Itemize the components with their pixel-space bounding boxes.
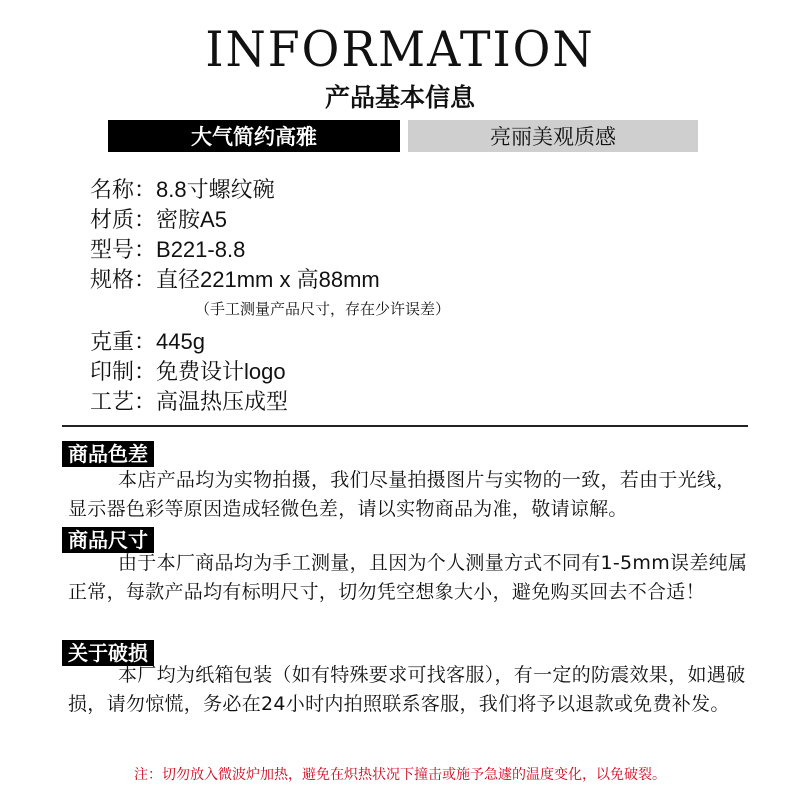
spec-label: 型号：	[90, 237, 157, 262]
spec-row-print	[90, 357, 288, 387]
title-en: INFORMATION	[205, 20, 595, 78]
tag-light: 亮丽美观质感	[408, 120, 698, 152]
spec-row-size	[90, 265, 380, 295]
spec-row-name	[90, 175, 380, 205]
section-heading-color: 商品色差	[62, 441, 154, 467]
spec-value: 免费设计logo	[156, 359, 286, 384]
section-text-color: 本店产品均为实物拍摄，我们尽量拍摄图片与实物的一致，若由于光线，显示器色彩等原因造成轻微色差，请以实物商品为准，敬请谅解。	[68, 469, 736, 520]
spec-value: 密胺A5	[156, 207, 227, 232]
spec-value: 445g	[156, 329, 205, 354]
spec-label: 克重：	[90, 329, 157, 354]
spec-row-material	[90, 205, 380, 235]
spec-list	[90, 175, 380, 295]
divider	[62, 425, 748, 427]
tag-dark: 大气简约高雅	[108, 120, 400, 152]
footer-note: 注：切勿放入微波炉加热，避免在炽热状况下撞击或施予急遽的温度变化，以免破裂。	[134, 767, 666, 783]
spec-label: 工艺：	[90, 389, 157, 414]
spec-value: 8.8寸螺纹碗	[156, 177, 275, 202]
spec-note: （手工测量产品尺寸，存在少许误差）	[195, 300, 451, 318]
spec-row-weight	[90, 327, 288, 357]
section-text-damage: 本厂均为纸箱包装（如有特殊要求可找客服），有一定的防震效果，如遇破损，请勿惊慌，务必在24小时内拍照联系客服，我们将予以退款或免费补发。	[68, 664, 746, 715]
spec-value: B221-8.8	[156, 237, 246, 262]
spec-label: 名称：	[90, 177, 157, 202]
spec-row-model	[90, 235, 380, 265]
spec-label: 印制：	[90, 359, 157, 384]
spec-value: 高温热压成型	[156, 389, 289, 414]
section-text-size: 由于本厂商品均为手工测量，且因为个人测量方式不同有1-5mm误差纯属正常，每款产品均有标明尺寸，切勿凭空想象大小，避免购买回去不合适！	[68, 552, 748, 603]
section-heading-size: 商品尺寸	[62, 527, 154, 553]
section-heading-damage: 关于破损	[62, 640, 154, 666]
spec-list-2	[90, 327, 288, 417]
spec-label: 规格：	[90, 267, 157, 292]
spec-value: 直径221mm x 高88mm	[156, 267, 380, 292]
spec-row-process	[90, 387, 288, 417]
spec-label: 材质：	[90, 207, 157, 232]
title-cn: 产品基本信息	[324, 83, 475, 112]
